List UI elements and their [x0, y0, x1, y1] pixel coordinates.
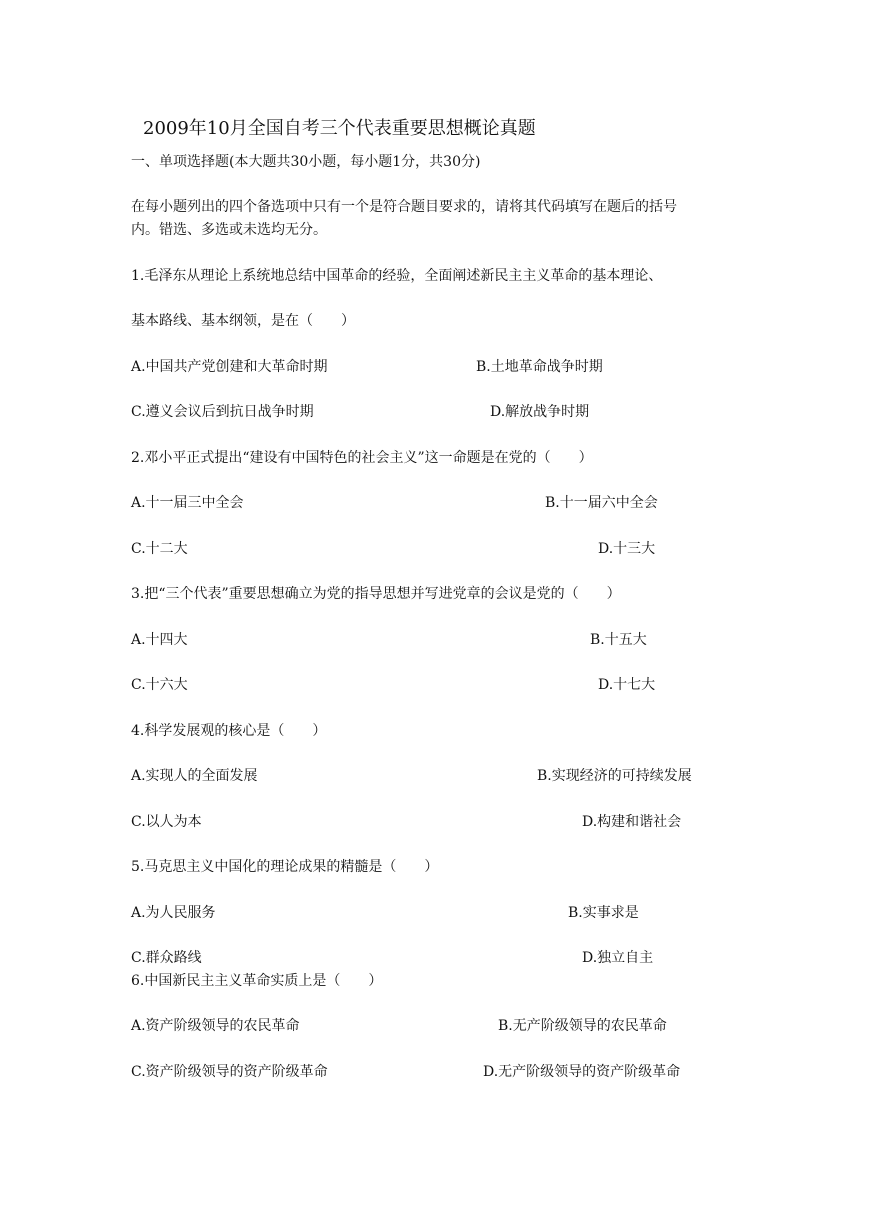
- question-5-option-a: A.为人民服务: [131, 905, 216, 921]
- question-6-option-c: C.资产阶级领导的资产阶级革命: [131, 1064, 328, 1080]
- question-4-option-d: D.构建和谐社会: [582, 814, 682, 830]
- question-2-stem: 2.邓小平正式提出“建设有中国特色的社会主义”这一命题是在党的（ ）: [131, 450, 593, 466]
- question-1-option-d: D.解放战争时期: [490, 404, 590, 420]
- question-4-option-b: B.实现经济的可持续发展: [537, 768, 692, 784]
- question-2-option-d: D.十三大: [598, 541, 656, 557]
- question-5-option-c: C.群众路线: [131, 950, 202, 966]
- question-6-option-d: D.无产阶级领导的资产阶级革命: [483, 1064, 681, 1080]
- question-4-option-a: A.实现人的全面发展: [131, 768, 258, 784]
- question-1-stem-line-1: 1.毛泽东从理论上系统地总结中国革命的经验，全面阐述新民主主义革命的基本理论、: [131, 268, 663, 284]
- question-5-option-d: D.独立自主: [582, 950, 654, 966]
- question-6-option-b: B.无产阶级领导的农民革命: [498, 1018, 667, 1034]
- question-2-option-a: A.十一届三中全会: [131, 495, 244, 511]
- question-3-option-c: C.十六大: [131, 677, 188, 693]
- question-5-stem: 5.马克思主义中国化的理论成果的精髓是（ ）: [131, 859, 439, 875]
- question-6-stem: 6.中国新民主主义革命实质上是（ ）: [131, 973, 383, 989]
- question-1-option-a: A.中国共产党创建和大革命时期: [131, 359, 328, 375]
- question-3-option-b: B.十五大: [590, 632, 647, 648]
- question-4-option-c: C.以人为本: [131, 814, 202, 830]
- question-3-option-a: A.十四大: [131, 632, 188, 648]
- question-3-stem: 3.把“三个代表”重要思想确立为党的指导思想并写进党章的会议是党的（ ）: [131, 586, 621, 602]
- question-2-option-c: C.十二大: [131, 541, 188, 557]
- section-heading: 一、单项选择题(本大题共30小题，每小题1分，共30分): [131, 154, 481, 170]
- instructions-line-1: 在每小题列出的四个备选项中只有一个是符合题目要求的，请将其代码填写在题后的括号: [131, 199, 677, 215]
- question-1-option-c: C.遵义会议后到抗日战争时期: [131, 404, 314, 420]
- page-title: 2009年10月全国自考三个代表重要思想概论真题: [143, 118, 536, 139]
- question-2-option-b: B.十一届六中全会: [545, 495, 658, 511]
- question-1-option-b: B.土地革命战争时期: [476, 359, 603, 375]
- question-6-option-a: A.资产阶级领导的农民革命: [131, 1018, 300, 1034]
- question-4-stem: 4.科学发展观的核心是（ ）: [131, 723, 327, 739]
- question-5-option-b: B.实事求是: [568, 905, 639, 921]
- question-1-stem-line-2: 基本路线、基本纲领，是在（ ）: [131, 313, 355, 329]
- question-3-option-d: D.十七大: [598, 677, 656, 693]
- instructions-line-2: 内。错选、多选或未选均无分。: [131, 222, 327, 238]
